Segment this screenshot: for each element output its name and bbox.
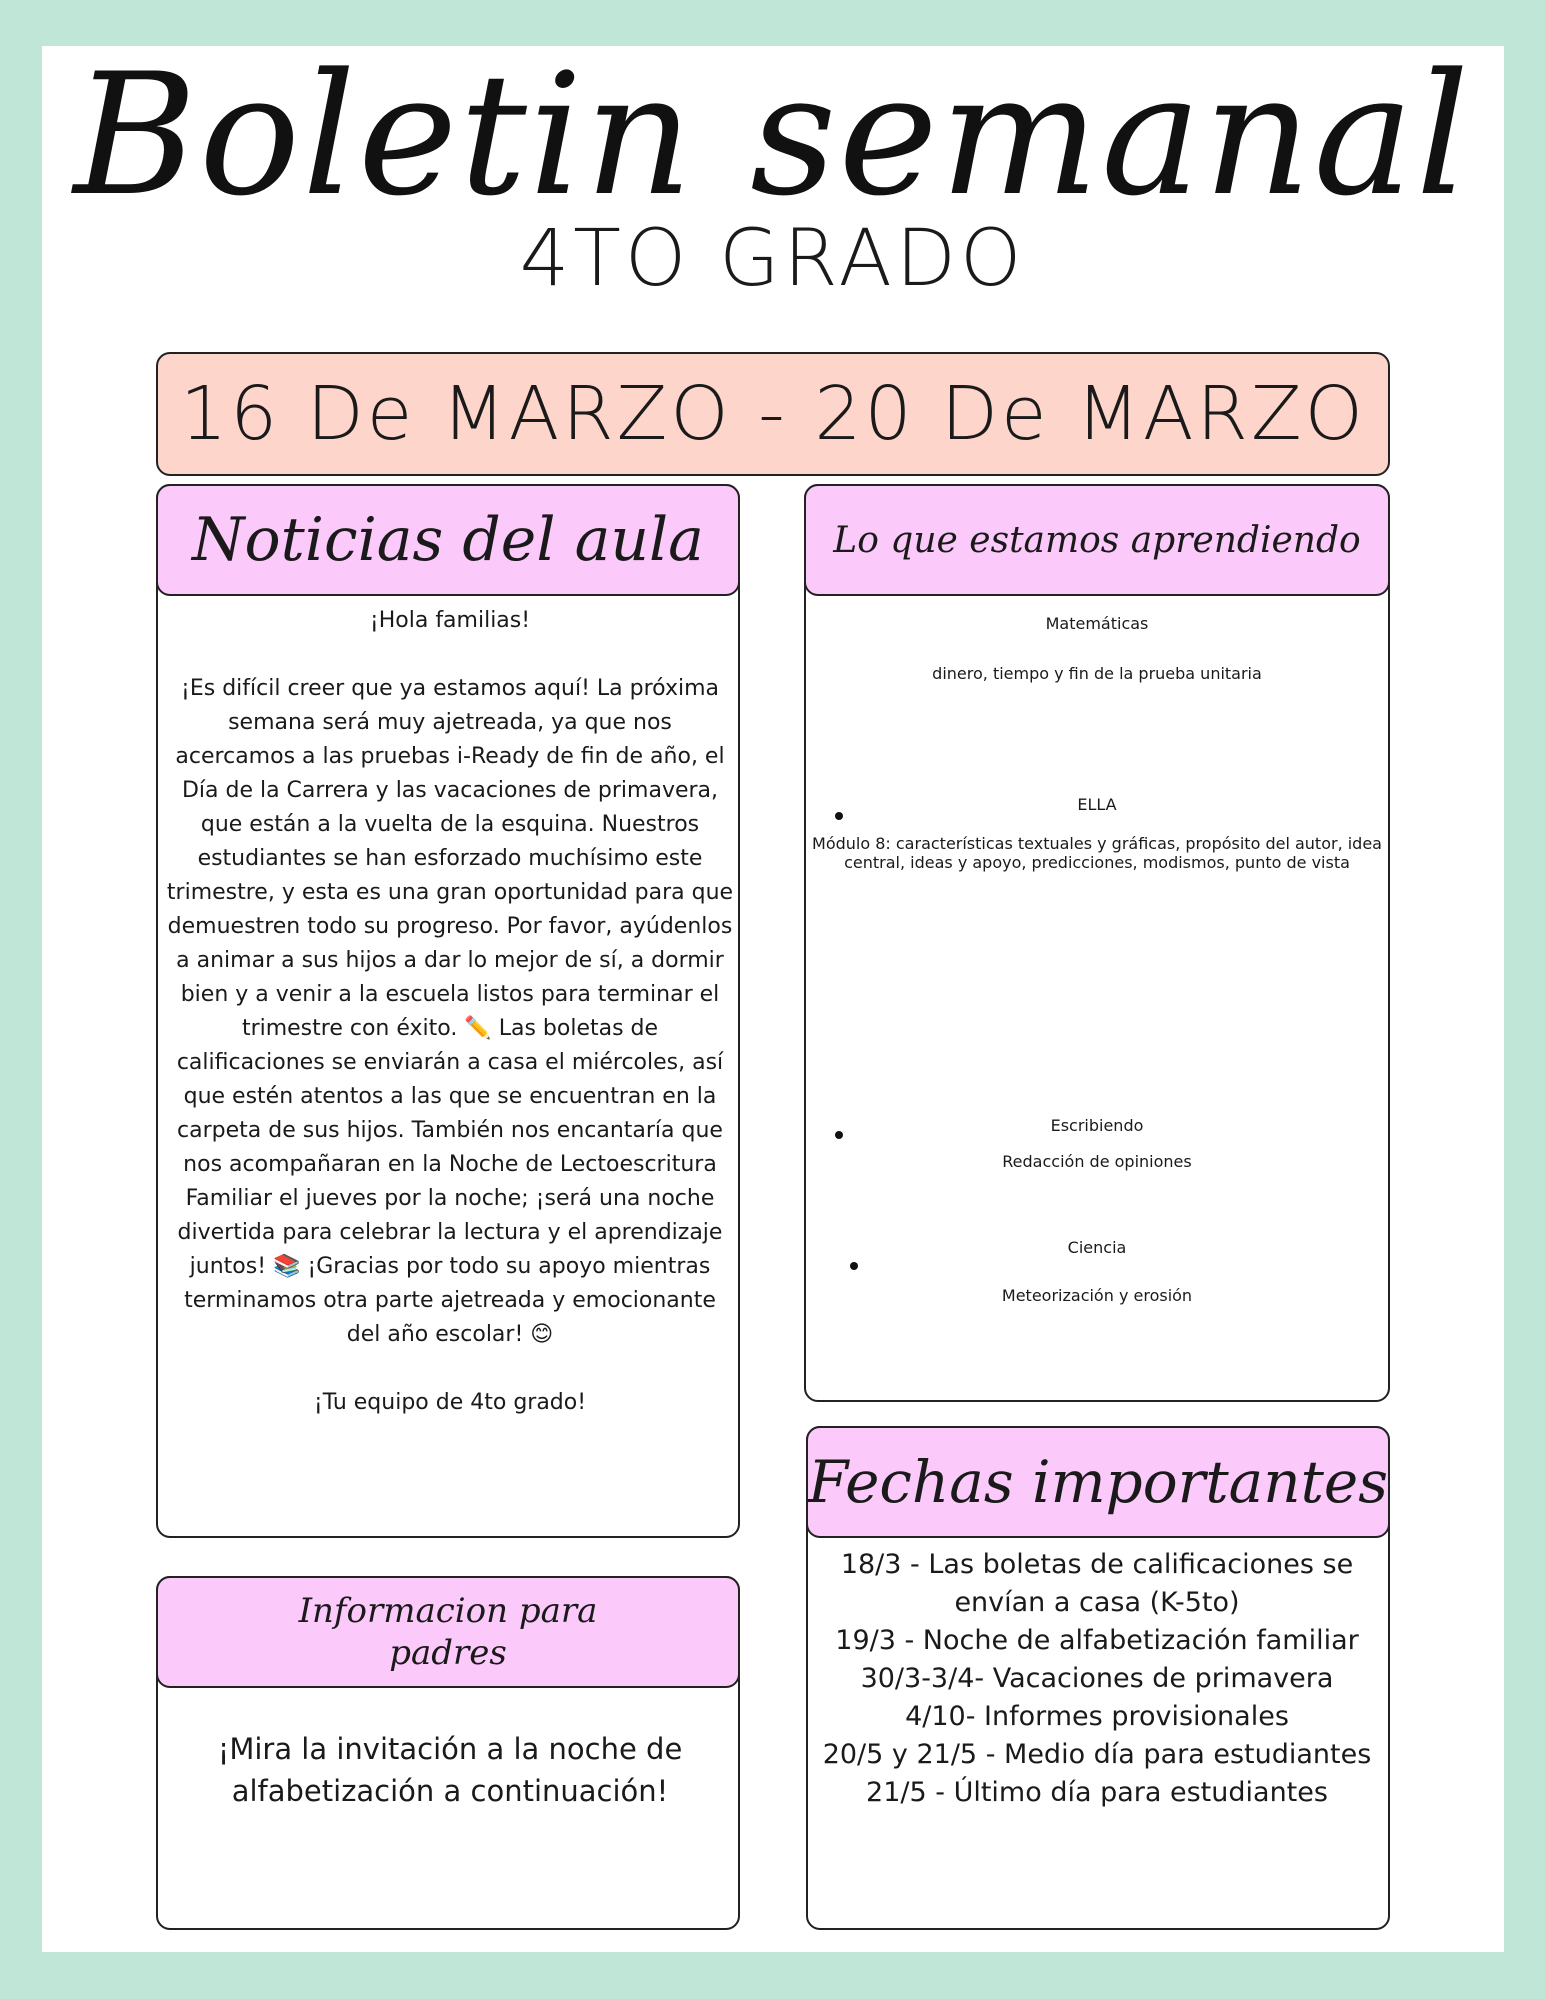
- date-item: 19/3 - Noche de alfabetización familiar: [835, 1625, 1359, 1656]
- math-topics: dinero, tiempo y fin de la prueba unitaria: [932, 664, 1262, 683]
- science-label: Ciencia: [1067, 1238, 1127, 1257]
- ela-label: ELLA: [1077, 795, 1117, 814]
- learning-heading: Lo que estamos aprendiendo: [804, 484, 1390, 596]
- news-heading: Noticias del aula: [156, 484, 740, 596]
- dates-list: [812, 1546, 1382, 1812]
- grade-subtitle: 4TO GRADO: [519, 214, 1026, 304]
- date-item: 20/5 y 21/5 - Medio día para estudiantes: [822, 1739, 1372, 1770]
- date-range-banner: 16 De MARZO - 20 De MARZO: [156, 352, 1390, 476]
- science-topics: Meteorización y erosión: [1001, 1286, 1193, 1305]
- news-content: [165, 604, 735, 1420]
- newsletter-title: Boletin semanal: [73, 37, 1472, 233]
- parent-info-body: ¡Mira la invitación a la noche de alfabetización a continuación!: [217, 1732, 683, 1808]
- parent-info-heading: Informacion para padres: [156, 1576, 740, 1688]
- news-signoff: ¡Tu equipo de 4to grado!: [313, 1390, 587, 1415]
- date-item: 30/3-3/4- Vacaciones de primavera: [860, 1663, 1334, 1694]
- date-item: 18/3 - Las boletas de calificaciones se: [840, 1549, 1354, 1580]
- math-label: Matemáticas: [1045, 614, 1149, 633]
- science-bullet: [850, 1262, 858, 1270]
- news-body: ¡Es difícil creer que ya estamos aquí! La próxima semana será muy ajetreada, ya que nos acercamos a las pruebas i-Ready de fin de año, el Día de la Carrera y las vacaciones de primavera, que están a la vuelta de la esquina. Nuestros estudiantes se han esforzado muchísimo este trimestre, y esta es una gran oportunidad para que demuestren todo su progreso. Por favor, ayúdenlos a animar a sus hijos a dar lo mejor de sí, a dormir bien y a venir a la escuela listos para terminar el trimestre con éxito. ✏️ Las boletas de calificaciones se enviarán a casa el miércoles, así que estén atentos a las que se encuentran en la carpeta de sus hijos. También nos encantaría que nos acompañaran en la Noche de Lectoescritura Familiar el jueves por la noche; ¡será una noche divertida para celebrar la lectura y el aprendizaje juntos! 📚 ¡Gracias por todo su apoyo mientras terminamos otra parte ajetreada y emocionante del año escolar! 😊: [166, 676, 734, 1347]
- date-item: envían a casa (K-5to): [954, 1587, 1240, 1618]
- dates-heading: Fechas importantes: [806, 1426, 1390, 1538]
- ela-topics: Módulo 8: características textuales y gráficas, propósito del autor, idea central, ideas y apoyo, predicciones, modismos, punto de vista: [812, 834, 1382, 872]
- date-item: 21/5 - Último día para estudiantes: [866, 1777, 1328, 1808]
- writing-topics: Redacción de opiniones: [1002, 1152, 1192, 1171]
- news-greeting: ¡Hola familias!: [369, 608, 531, 633]
- date-item: 4/10- Informes provisionales: [905, 1701, 1289, 1732]
- writing-label: Escribiendo: [1050, 1116, 1144, 1135]
